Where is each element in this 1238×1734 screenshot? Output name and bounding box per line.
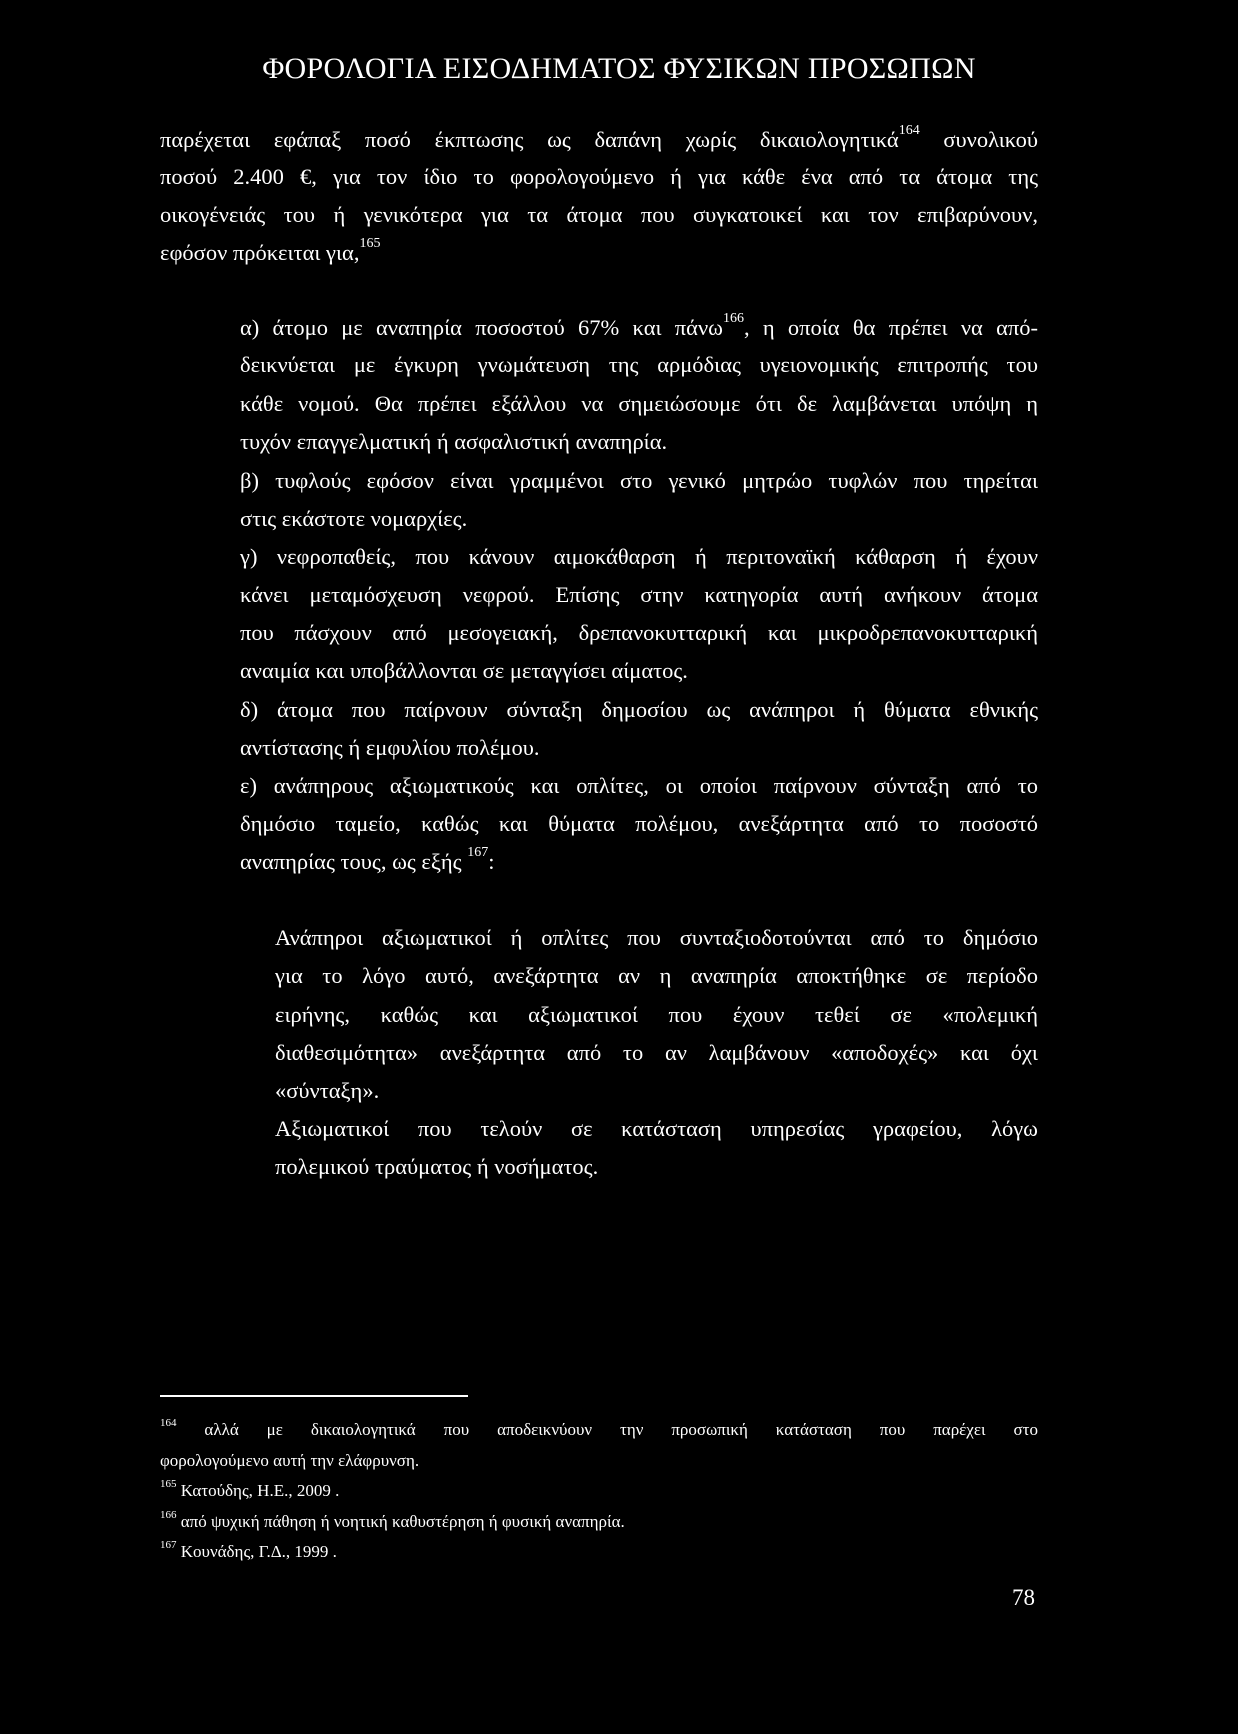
intro-line-4-text: εφόσον πρόκειται για, — [160, 240, 360, 265]
page-number: 78 — [1012, 1585, 1035, 1610]
footnote-167-number: 167 — [160, 1539, 177, 1551]
footnote-164-text: αλλά με δικαιολογητικά που αποδεικνύουν την προσωπική κατάσταση που παρέχει στο — [176, 1420, 1038, 1439]
item-e-line-3-colon: : — [488, 849, 495, 874]
footnote-ref-166: 166 — [722, 311, 744, 326]
footnote-165 — [160, 1478, 340, 1501]
sub2-line-1: Αξιωματικοί που τελούν σε κατάσταση υπηρεσίας γραφείου, λόγω — [275, 1116, 1038, 1141]
footnote-164-line-1 — [160, 1417, 1038, 1440]
sub2-line-2: πολεμικού τραύματος ή νοσήματος. — [275, 1154, 599, 1179]
page-header: ΦΟΡΟΛΟΓΙΑ ΕΙΣΟΔΗΜΑΤΟΣ ΦΥΣΙΚΩΝ ΠΡΟΣΩΠΩΝ — [262, 52, 976, 85]
intro-line-1-text: παρέχεται εφάπαξ ποσό έκπτωσης ως δαπάνη χωρίς δικαιολογητικά — [160, 127, 899, 152]
footnote-ref-164: 164 — [898, 123, 920, 138]
intro-line-1 — [160, 123, 1038, 153]
footnote-167-text: Κουνάδης, Γ.Δ., 1999 . — [176, 1542, 337, 1561]
footnote-166-text: από ψυχική πάθηση ή νοητική καθυστέρηση ή φυσική αναπηρία. — [176, 1512, 625, 1531]
item-e-line-2: δημόσιο ταμείο, καθώς και θύματα πολέμου, ανεξάρτητα από το ποσοστό — [240, 811, 1038, 836]
footnote-164-number: 164 — [160, 1417, 177, 1429]
intro-line-3: οικογένειάς του ή γενικότερα για τα άτομα που συγκατοικεί και τον επιβαρύνουν, — [160, 202, 1038, 227]
sub1-line-3: ειρήνης, καθώς και αξιωματικοί που έχουν τεθεί σε «πολεμική — [275, 1002, 1038, 1027]
item-c-line-3: που πάσχουν από μεσογειακή, δρεπανοκυτταρική και μικροδρεπανοκυτταρική — [240, 620, 1038, 645]
item-b-line-2: στις εκάστοτε νομαρχίες. — [240, 506, 468, 531]
intro-line-1-end: συνολικού — [919, 127, 1038, 152]
item-e-line-3-text: αναπηρίας τους, ως εξής — [240, 849, 462, 874]
item-c-line-1: γ) νεφροπαθείς, που κάνουν αιμοκάθαρση ή περιτοναϊκή κάθαρση ή έχουν — [240, 544, 1038, 569]
intro-line-2: ποσού 2.400 €, για τον ίδιο το φορολογούμενο ή για κάθε ένα από τα άτομα της — [160, 164, 1038, 189]
item-a-line-1-text: α) άτομο με αναπηρία ποσοστού 67% και πάνω — [240, 315, 723, 340]
sub1-line-2: για το λόγο αυτό, ανεξάρτητα αν η αναπηρία αποκτήθηκε σε περίοδο — [275, 963, 1038, 988]
item-a-line-3: κάθε νομού. Θα πρέπει εξάλλου να σημειώσουμε ότι δε λαμβάνεται υπόψη η — [240, 391, 1038, 416]
item-a-line-1-end: , η οποία θα πρέπει να από- — [743, 315, 1038, 340]
item-a-line-2: δεικνύεται με έγκυρη γνωμάτευση της αρμόδιας υγειονομικής επιτροπής του — [240, 352, 1038, 377]
item-e-line-1: ε) ανάπηρους αξιωματικούς και οπλίτες, οι οποίοι παίρνουν σύνταξη από το — [240, 773, 1038, 798]
footnote-ref-167: 167 — [467, 845, 489, 860]
footnote-166-number: 166 — [160, 1509, 177, 1521]
footnote-165-number: 165 — [160, 1478, 177, 1490]
footnote-166 — [160, 1509, 625, 1532]
item-e-line-3 — [240, 845, 495, 875]
sub1-line-5: «σύνταξη». — [275, 1078, 380, 1103]
footnote-167 — [160, 1539, 337, 1562]
item-a-line-1 — [240, 311, 1038, 341]
item-d-line-1: δ) άτομα που παίρνουν σύνταξη δημοσίου ως ανάπηροι ή θύματα εθνικής — [240, 697, 1038, 722]
sub1-line-1: Ανάπηροι αξιωματικοί ή οπλίτες που συνταξιοδοτούνται από το δημόσιο — [275, 925, 1038, 950]
item-c-line-2: κάνει μεταμόσχευση νεφρού. Επίσης στην κατηγορία αυτή ανήκουν άτομα — [240, 582, 1038, 607]
item-c-line-4: αναιμία και υποβάλλονται σε μεταγγίσει αίματος. — [240, 658, 688, 683]
footnote-165-text: Κατούδης, Η.Ε., 2009 . — [176, 1481, 340, 1500]
footnote-separator — [160, 1395, 468, 1397]
footnote-164-line-2: φορολογούμενο αυτή την ελάφρυνση. — [160, 1451, 420, 1470]
item-d-line-2: αντίστασης ή εμφυλίου πολέμου. — [240, 735, 540, 760]
intro-line-4 — [160, 236, 381, 266]
footnote-ref-165: 165 — [359, 236, 381, 251]
item-a-line-4: τυχόν επαγγελματική ή ασφαλιστική αναπηρία. — [240, 429, 668, 454]
item-b-line-1: β) τυφλούς εφόσον είναι γραμμένοι στο γενικό μητρώο τυφλών που τηρείται — [240, 468, 1038, 493]
sub1-line-4: διαθεσιμότητα» ανεξάρτητα από το αν λαμβάνουν «αποδοχές» και όχι — [275, 1040, 1038, 1065]
